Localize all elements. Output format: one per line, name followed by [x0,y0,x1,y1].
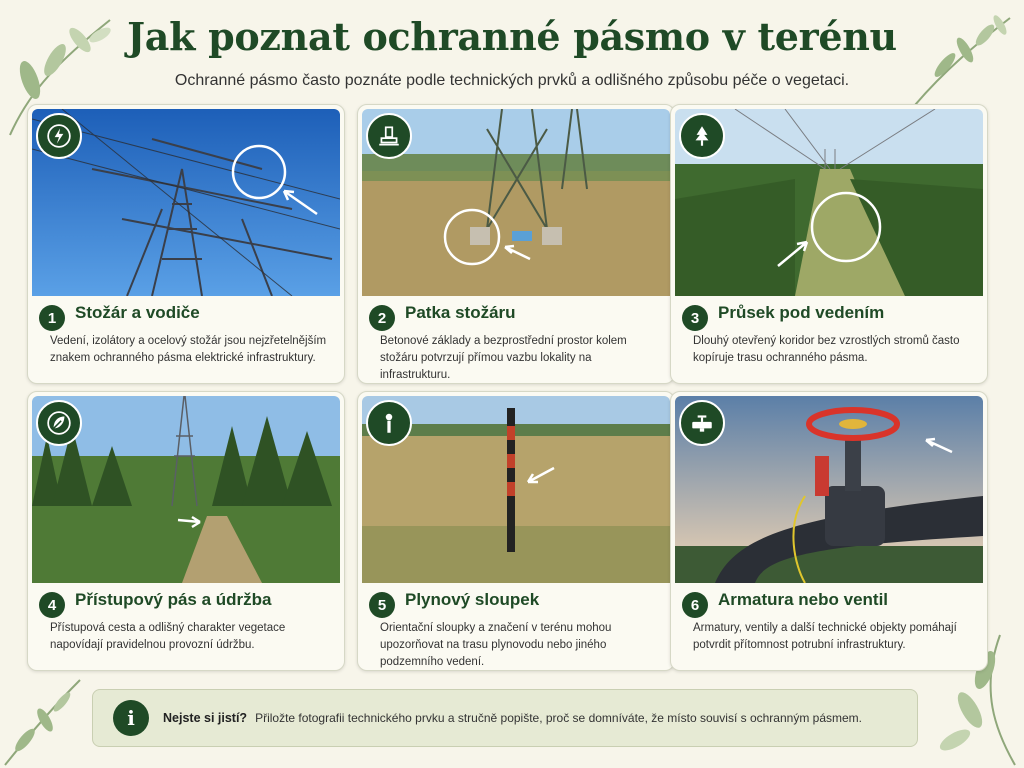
card-tower-base [357,104,675,384]
card-clearing [670,104,988,384]
info-question: Nejste si jistí? [163,711,248,725]
card-description: Přístupová cesta a odlišný charakter vegetace napovídají pravidelnou provozní údržbu. [50,622,286,651]
card-number: 6 [682,592,708,618]
card-description: Dlouhý otevřený koridor bez vzrostlých stromů často kopíruje trasu ochranného pásma. [693,335,960,364]
card-description: Vedení, izolátory a ocelový stožár jsou nejzřetelnějším znakem ochranného pásma elektrické infrastruktury. [50,335,327,364]
info-text: Přiložte fotografii technického prvku a stručně popište, proč se domníváte, že místo souvisí s ochranným pásmem. [255,711,863,725]
card-title: Průsek pod vedením [718,303,885,322]
card-description: Orientační sloupky a značení v terénu mohou upozorňovat na trasu plynovodu nebo jiného podzemního vedení. [380,622,612,668]
lightning-icon [36,113,82,159]
info-bar [92,689,918,747]
card-number: 4 [39,592,65,618]
card-valve [670,391,988,671]
card-gas-post [357,391,675,671]
card-number: 2 [369,305,395,331]
card-number: 1 [39,305,65,331]
card-title: Patka stožáru [405,303,516,322]
page-title: Jak poznat ochranné pásmo v terénu [127,14,897,59]
leaf-icon [36,400,82,446]
fern-decoration-icon [0,670,90,768]
card-title: Armatura nebo ventil [718,590,889,609]
card-title: Přístupový pás a údržba [75,590,272,609]
tree-icon [679,113,725,159]
page-subtitle: Ochranné pásmo často poznáte podle technických prvků a odlišného způsobu péče o vegetaci. [174,72,850,89]
card-description: Armatury, ventily a další technické objekty pomáhají potvrdit přítomnost potrubní infrastruktury. [693,622,957,651]
card-tower-wires [27,104,345,384]
card-description: Betonové základy a bezprostřední prostor kolem stožáru potvrzují přímou vazbu lokality na infrastrukturu. [380,335,627,381]
card-title: Stožár a vodiče [75,303,200,322]
card-access-strip [27,391,345,671]
valve-icon [679,400,725,446]
info-icon: i [113,700,149,736]
card-title: Plynový sloupek [405,590,540,609]
card-number: 3 [682,305,708,331]
marker-post-icon [366,400,412,446]
tower-base-icon [366,113,412,159]
card-number: 5 [369,592,395,618]
